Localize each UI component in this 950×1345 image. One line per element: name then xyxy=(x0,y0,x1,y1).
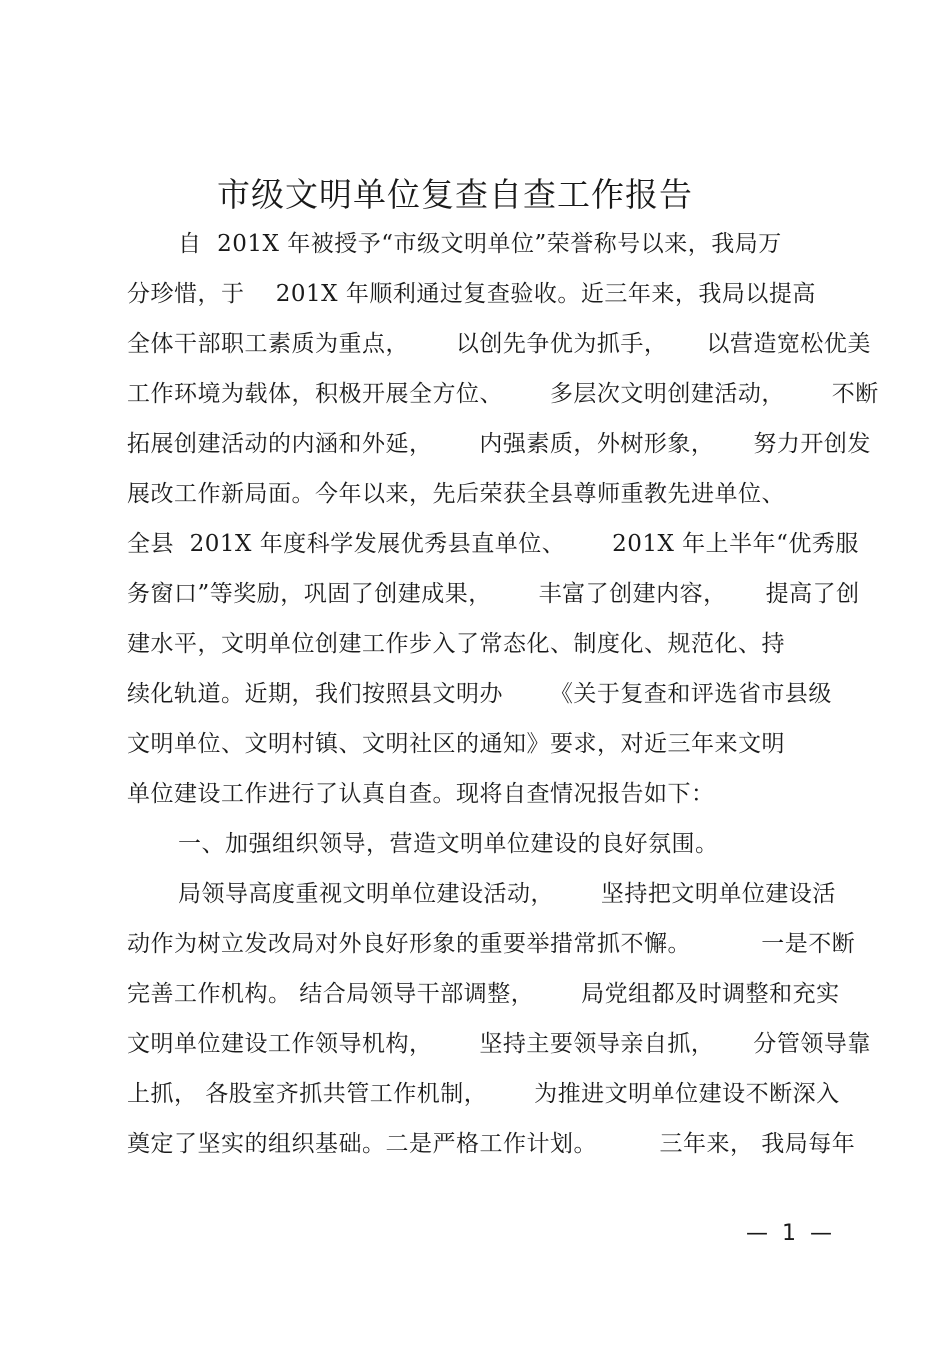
paragraph-line: 展改工作新局面。今年以来，先后荣获全县尊师重教先进单位、 xyxy=(127,481,785,507)
section-heading: 一、加强组织领导，营造文明单位建设的良好氛围。 xyxy=(178,831,719,857)
paragraph-line: 文明单位建设工作领导机构， 坚持主要领导亲自抓， 分管领导靠 xyxy=(127,1031,871,1057)
paragraph-line: 务窗口”等奖励，巩固了创建成果， 丰富了创建内容， 提高了创 xyxy=(127,581,860,607)
paragraph-line: 续化轨道。近期，我们按照县文明办 《关于复查和评选省市县级 xyxy=(127,681,832,707)
paragraph-line: 上抓， 各股室齐抓共管工作机制， 为推进文明单位建设不断深入 xyxy=(127,1081,840,1107)
paragraph-line: 分珍惜，于 201X 年顺利通过复查验收。近三年来，我局以提高 xyxy=(127,281,816,307)
paragraph-line: 工作环境为载体，积极开展全方位、 多层次文明创建活动， 不断 xyxy=(127,381,879,407)
paragraph-line: 单位建设工作进行了认真自查。现将自查情况报告如下： xyxy=(127,781,715,807)
paragraph-line: 自 201X 年被授予“市级文明单位”荣誉称号以来，我局万 xyxy=(178,231,782,257)
paragraph-line: 奠定了坚实的组织基础。二是严格工作计划。 三年来， 我局每年 xyxy=(127,1131,856,1157)
paragraph-line: 拓展创建活动的内涵和外延， 内强素质，外树形象， 努力开创发 xyxy=(127,431,871,457)
paragraph-line: 文明单位、文明村镇、文明社区的通知》要求，对近三年来文明 xyxy=(127,731,785,757)
paragraph-line: 全县 201X 年度科学发展优秀县直单位、 201X 年上半年“优秀服 xyxy=(127,531,859,557)
document-title: 市级文明单位复查自查工作报告 xyxy=(217,175,693,214)
paragraph-line: 完善工作机构。 结合局领导干部调整， 局党组都及时调整和充实 xyxy=(127,981,840,1007)
paragraph-line: 建水平，文明单位创建工作步入了常态化、制度化、规范化、持 xyxy=(127,631,785,657)
paragraph-line: 动作为树立发改局对外良好形象的重要举措常抓不懈。 一是不断 xyxy=(127,931,856,957)
page-number: — 1 — xyxy=(746,1221,832,1246)
paragraph-line: 全体干部职工素质为重点， 以创先争优为抓手， 以营造宽松优美 xyxy=(127,331,871,357)
paragraph-line: 局领导高度重视文明单位建设活动， 坚持把文明单位建设活 xyxy=(178,881,836,907)
